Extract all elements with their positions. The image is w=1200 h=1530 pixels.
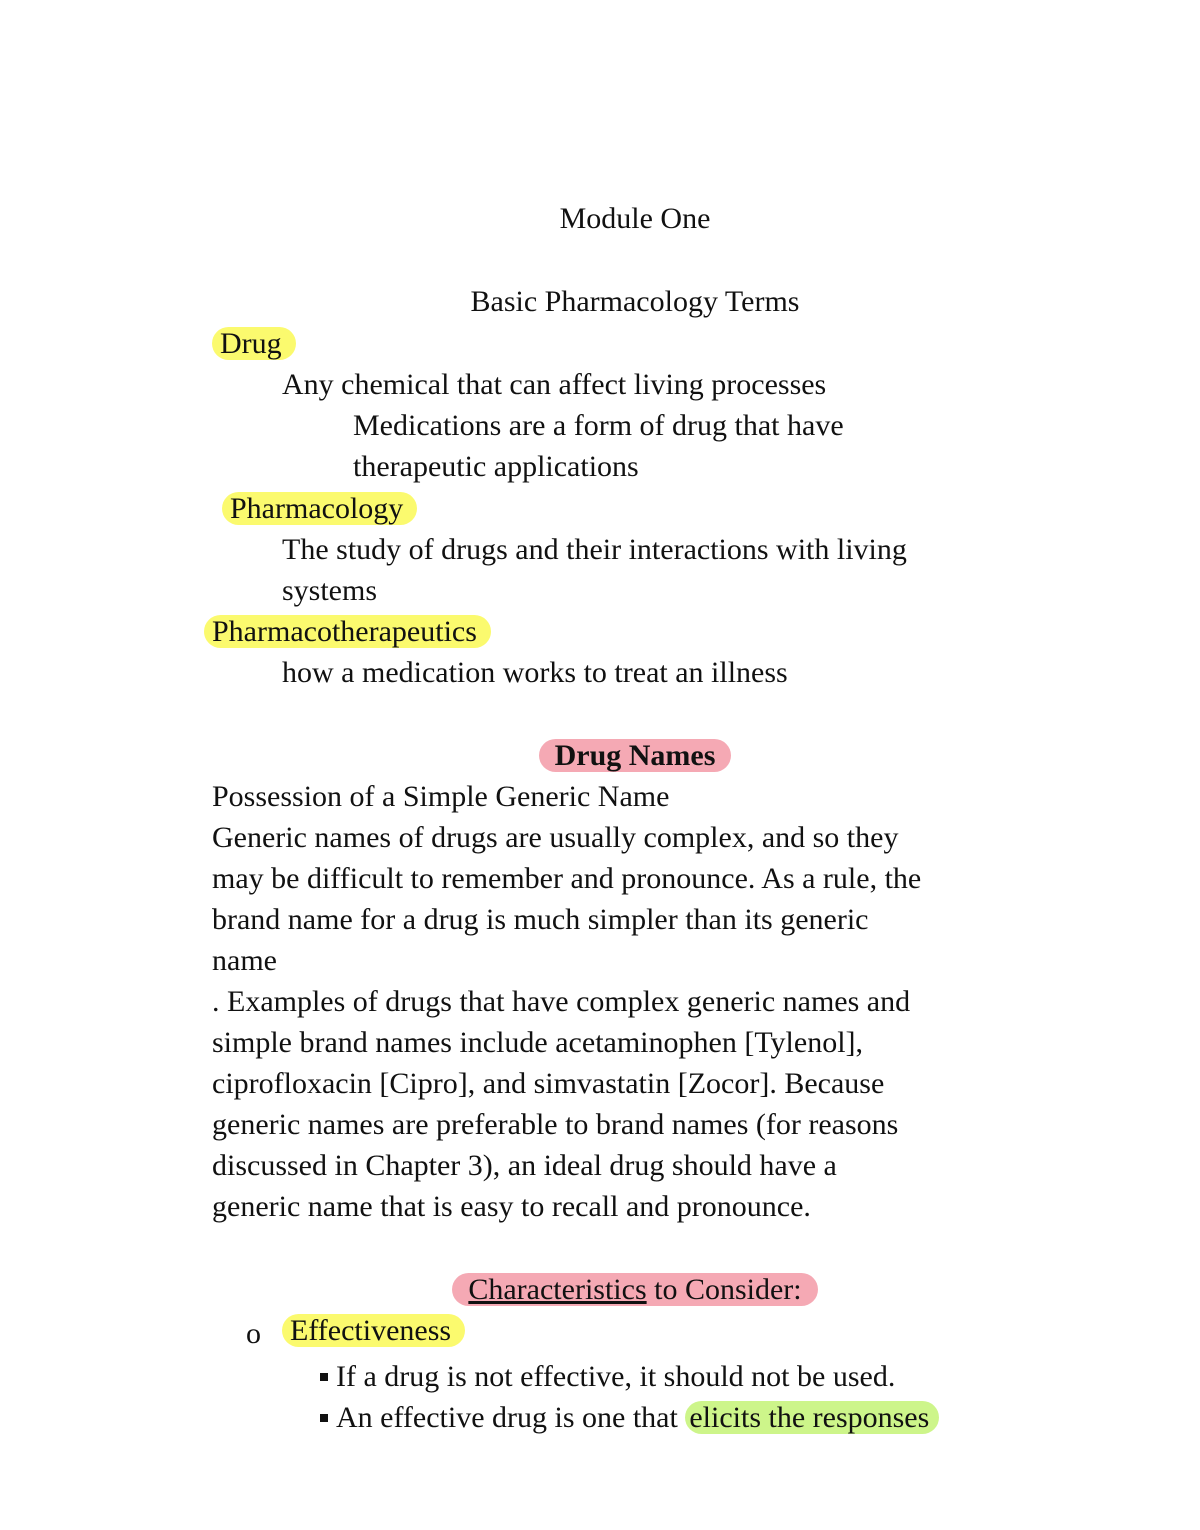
sub-list-item — [320, 1399, 939, 1437]
term-note: therapeutic applications — [353, 450, 639, 483]
page-subtitle: Basic Pharmacology Terms — [470, 285, 800, 318]
section-heading-label: Drug Names — [539, 739, 732, 772]
paragraph-line: discussed in Chapter 3), an ideal drug should have a — [212, 1149, 837, 1182]
term-pharmacology — [222, 490, 417, 528]
paragraph-line: Generic names of drugs are usually complex, and so they — [212, 821, 899, 854]
paragraph-line: brand name for a drug is much simpler than its generic — [212, 903, 869, 936]
list-item-label: Effectiveness — [282, 1314, 465, 1347]
term-definition: The study of drugs and their interactions with living — [282, 533, 907, 566]
section-heading-drug-names — [0, 737, 1200, 775]
sub-list-item-highlight: elicits the responses — [685, 1401, 939, 1434]
term-note: Medications are a form of drug that have — [353, 409, 844, 442]
paragraph-line: generic names are preferable to brand names (for reasons — [212, 1108, 899, 1141]
heading-rest: to Consider: — [646, 1273, 802, 1306]
heading-underlined-word: Characteristics — [468, 1273, 647, 1306]
square-bullet-icon — [320, 1414, 328, 1422]
paragraph-line: generic name that is easy to recall and pronounce. — [212, 1190, 811, 1223]
term-label: Pharmacotherapeutics — [204, 615, 491, 648]
paragraph-line: ciprofloxacin [Cipro], and simvastatin [Zocor]. Because — [212, 1067, 885, 1100]
paragraph-line: may be difficult to remember and pronounce. As a rule, the — [212, 862, 922, 895]
term-definition: how a medication works to treat an illness — [282, 656, 788, 689]
term-label: Pharmacology — [222, 492, 417, 525]
page-title: Module One — [559, 202, 711, 235]
paragraph-line: . Examples of drugs that have complex generic names and — [212, 985, 911, 1018]
paragraph-line: simple brand names include acetaminophen [Tylenol], — [212, 1026, 864, 1059]
paragraph-line: name — [212, 944, 277, 977]
sub-list-item-text: An effective drug is one that — [336, 1401, 686, 1434]
section-heading-label — [452, 1273, 817, 1306]
hollow-bullet-icon: o — [246, 1317, 261, 1350]
list-item-effectiveness — [282, 1312, 465, 1350]
term-pharmacotherapeutics — [204, 613, 491, 651]
section-subheading: Possession of a Simple Generic Name — [212, 780, 670, 813]
sub-list-item — [320, 1358, 895, 1396]
term-definition: Any chemical that can affect living processes — [282, 368, 827, 401]
sub-list-item-text: If a drug is not effective, it should not be used. — [336, 1360, 896, 1393]
square-bullet-icon — [320, 1373, 328, 1381]
term-drug — [212, 325, 296, 363]
term-definition: systems — [282, 574, 378, 607]
section-heading-characteristics — [0, 1271, 1200, 1309]
term-label: Drug — [212, 327, 296, 360]
